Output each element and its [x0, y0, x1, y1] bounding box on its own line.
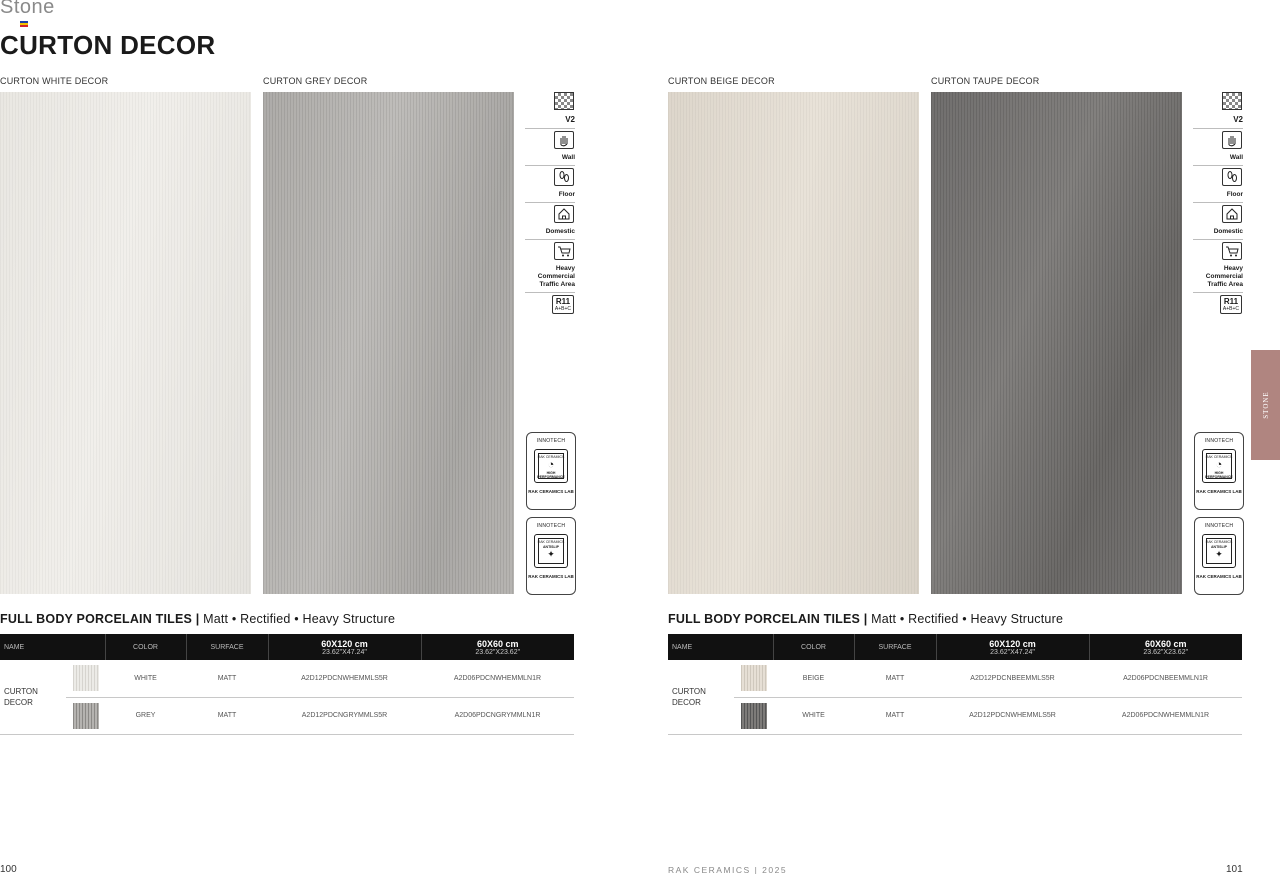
swatch-grey: [73, 703, 99, 729]
swatch-white: [73, 665, 99, 691]
product-spec: FULL BODY PORCELAIN TILES | Matt • Rectified • Heavy Structure: [668, 612, 1064, 626]
cart-icon: [554, 242, 574, 260]
table-row: CURTON DECOR BEIGE MATT A2D12PDCNBEEMMLS5R A2D06PDCNBEEMMLN1R: [668, 660, 1242, 697]
table-row: CURTON DECOR WHITE MATT A2D12PDCNWHEMMLS5R A2D06PDCNWHEMMLN1R: [0, 660, 574, 697]
footprints-icon: [554, 168, 574, 186]
table-row: WHITE MATT A2D12PDCNWHEMMLS5R A2D06PDCNWHEMMLN1R: [668, 697, 1242, 734]
wall-usage: Wall: [525, 129, 575, 166]
slip-rating: [1193, 293, 1243, 319]
antislip-icon: RAK CERAMICS ANTISLIP ✦: [534, 534, 568, 568]
category-label: Stone: [0, 0, 55, 18]
product-table: [0, 634, 574, 735]
tile-image-beige: [668, 92, 919, 594]
v2-variation: V2: [1193, 90, 1243, 129]
table-row: GREY MATT A2D12PDCNGRYMMLS5R A2D06PDCNGRYMMLN1R: [0, 697, 574, 734]
tile-label: CURTON GREY DECOR: [263, 76, 368, 86]
tile-image-taupe: [931, 92, 1182, 594]
heavy-traffic-usage: Heavy Commercial Traffic Area: [525, 240, 575, 293]
table-header: NAME COLOR SURFACE 60X120 cm 23.62"X47.24" 60X60 cm 23.62"X23.62": [0, 634, 574, 660]
hand-icon: [1222, 131, 1242, 149]
house-icon: [554, 205, 574, 223]
high-performance-badge: INNOTECH RAK CERAMICS ◔ HIGH PERFORMANCE RAK CERAMICS LAB: [526, 432, 576, 510]
floor-usage: Floor: [525, 166, 575, 203]
swatch-taupe: [741, 703, 767, 729]
tile-image-white: [0, 92, 251, 594]
tile-label: CURTON BEIGE DECOR: [668, 76, 775, 86]
gauge-icon: RAK CERAMICS ◔ HIGH PERFORMANCE: [534, 449, 568, 483]
hand-icon: [554, 131, 574, 149]
tile-label: CURTON WHITE DECOR: [0, 76, 109, 86]
domestic-usage: Domestic: [525, 203, 575, 240]
footprints-icon: [1222, 168, 1242, 186]
product-table: [668, 634, 1242, 735]
usage-icons: [1193, 90, 1243, 319]
r11-badge: R11 A+B+C: [1220, 295, 1242, 314]
v2-variation: V2: [525, 90, 575, 129]
page-number: 101: [1226, 864, 1243, 874]
section-tab[interactable]: STONE: [1251, 350, 1280, 460]
tile-label: CURTON TAUPE DECOR: [931, 76, 1040, 86]
page-title: CURTON DECOR: [0, 30, 216, 60]
page-number: 100: [0, 864, 17, 874]
flag-icon: [20, 21, 28, 27]
footer-brand: RAK CERAMICS | 2025: [668, 865, 788, 874]
product-spec: FULL BODY PORCELAIN TILES | Matt • Rectified • Heavy Structure: [0, 612, 396, 626]
table-header: NAME COLOR SURFACE 60X120 cm 23.62"X47.24" 60X60 cm 23.62"X23.62": [668, 634, 1242, 660]
usage-icons: [525, 90, 575, 319]
r11-badge: R11 A+B+C: [552, 295, 574, 314]
swatch-beige: [741, 665, 767, 691]
floor-usage: Floor: [1193, 166, 1243, 203]
domestic-usage: Domestic: [1193, 203, 1243, 240]
antislip-badge: INNOTECH RAK CERAMICS ANTISLIP ✦ RAK CERAMICS LAB: [526, 517, 576, 595]
v2-grid-icon: [1222, 92, 1242, 110]
house-icon: [1222, 205, 1242, 223]
tile-image-grey: [263, 92, 514, 594]
slip-rating: [525, 293, 575, 319]
cart-icon: [1222, 242, 1242, 260]
high-performance-badge: INNOTECH RAK CERAMICS ◔ HIGH PERFORMANCE RAK CERAMICS LAB: [1194, 432, 1244, 510]
gauge-icon: RAK CERAMICS ◔ HIGH PERFORMANCE: [1202, 449, 1236, 483]
antislip-badge: INNOTECH RAK CERAMICS ANTISLIP ✦ RAK CERAMICS LAB: [1194, 517, 1244, 595]
heavy-traffic-usage: Heavy Commercial Traffic Area: [1193, 240, 1243, 293]
antislip-icon: RAK CERAMICS ANTISLIP ✦: [1202, 534, 1236, 568]
wall-usage: Wall: [1193, 129, 1243, 166]
v2-grid-icon: [554, 92, 574, 110]
